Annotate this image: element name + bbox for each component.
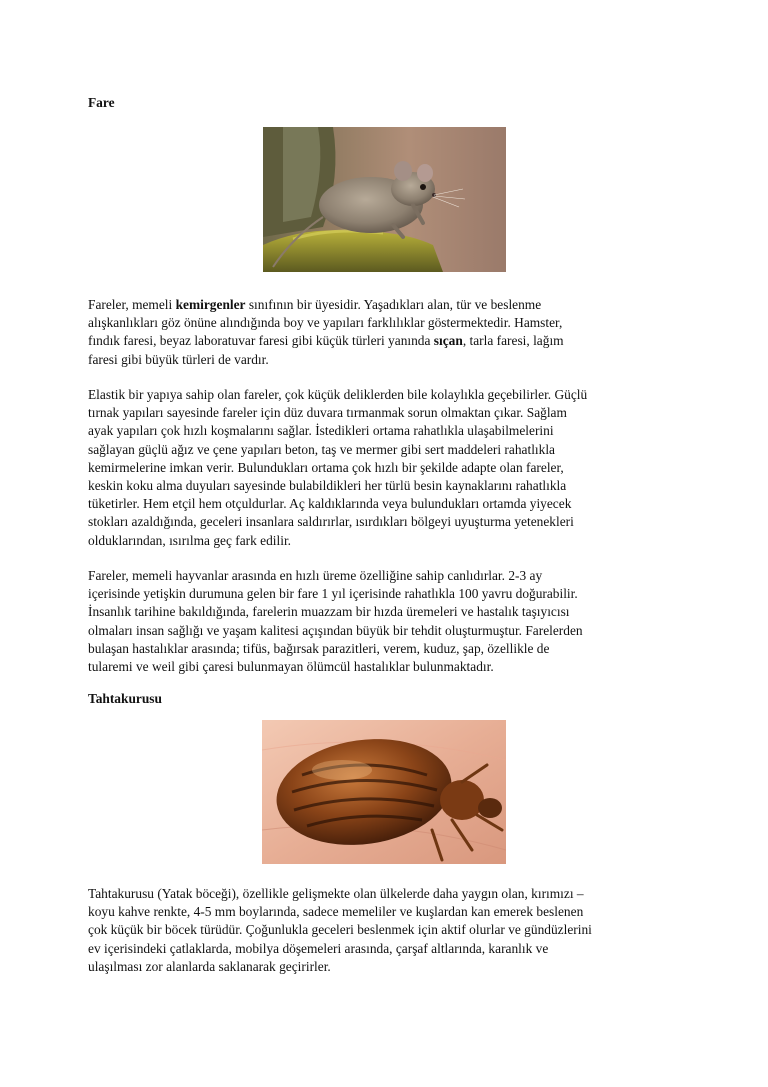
text-line: Elastik bir yapıya sahip olan fareler, çok küçük deliklerden bile kolaylıkla geçebilirler. Güçlü [88,387,588,402]
text-line: tırnak yapıları sayesinde fareler için düz duvara tırmanmak sorun olmaktan çıkar. Sağlam [88,405,567,421]
text-line: faresi gibi büyük türleri de vardır. [88,351,269,367]
text-line: olmaları insan sağlığı ve yaşam kalitesi açışından büyük bir tehdit oluşturmuştur. Farelerden [88,622,583,638]
text-line: Fareler, memeli hayvanlar arasında en hızlı üreme özelliğine sahip canlıdırlar. 2-3 ay [88,568,543,583]
heading-fare: Fare [88,95,115,110]
text-line: olduklarından, ısırılma geç fark edilir. [88,532,292,548]
text-line: tularemi ve weil gibi çaresi bulunmayan ölümcül hastalıklar bulunmaktadır. [88,659,494,675]
text-line: alışkanlıkları göz önüne alındığında boy ve yapıları farklılıklar göstermektedir. Hamster, [88,315,563,331]
text-line: stokları azaldığında, geceleri insanlara saldırırlar, ısırdıkları bölgeyi uyuşturma yetenekleri [88,514,574,530]
text-line: İnsanlık tarihine bakıldığında, farelerin muazzam bir hızda üremeleri ve hastalık taşıyıcısı [88,604,570,620]
text-line: tüketirler. Hem etçil hem otçuldurlar. Aç kaldıklarında veya bulundukları ortamda yiyecek [88,496,572,512]
paragraph-fare-1 [88,296,688,369]
text-line: ulaşılması zor alanlarda saklanarak geçirirler. [88,958,331,974]
text-line: sağlayan güçlü ağız ve çene yapıları beton, taş ve mermer gibi sert maddeleri rahatlıkla [88,441,555,457]
heading-tahtakurusu: Tahtakurusu [88,691,162,706]
bedbug-photo [262,720,506,864]
paragraph-fare-3 [88,567,688,676]
text-line: koyu kahve renkte, 4-5 mm boylarında, sadece memeliler ve kuşlardan kan emerek beslenen [88,904,584,920]
text-line: fındık faresi, beyaz laboratuvar faresi gibi küçük türleri yanında sıçan, tarla faresi, lağım [88,333,564,349]
text-line: ayak yapıları çok hızlı koşmalarını sağlar. İstedikleri ortama rahatlıkla ulaşabilmelerini [88,423,554,439]
text-line: kemirmelerine imkan verir. Bulundukları ortama çok hızlı bir şekilde adapte olan fareler, [88,459,564,475]
text-line: ev içerisindeki çatlaklarda, mobilya döşemeleri arasında, çarşaf altlarında, karanlık ve [88,940,549,956]
text-line: keskin koku alma duyuları sayesinde bulabildikleri her türlü besin kaynaklarını rahatlıkla [88,478,567,494]
mouse-photo [263,127,506,272]
paragraph-tahtakurusu-1 [88,885,688,976]
text-line: Tahtakurusu (Yatak böceği), özellikle gelişmekte olan ülkelerde daha yaygın olan, kırımızı – [88,886,584,901]
text-line: bulaşan hastalıklar arasında; tifüs, bağırsak parazitleri, verem, kuduz, şap, özellikle de [88,640,550,656]
text-line: içerisinde yetişkin durumuna gelen bir fare 1 yıl içerisinde rahatlıkla 100 yavru doğurabilir. [88,586,578,602]
text-line: Fareler, memeli kemirgenler sınıfının bir üyesidir. Yaşadıkları alan, tür ve beslenme [88,297,542,312]
paragraph-fare-2 [88,386,688,550]
text-line: çok küçük bir böcek türüdür. Çoğunlukla geceleri beslenmek için aktif olurlar ve gündüzlerini [88,922,592,938]
